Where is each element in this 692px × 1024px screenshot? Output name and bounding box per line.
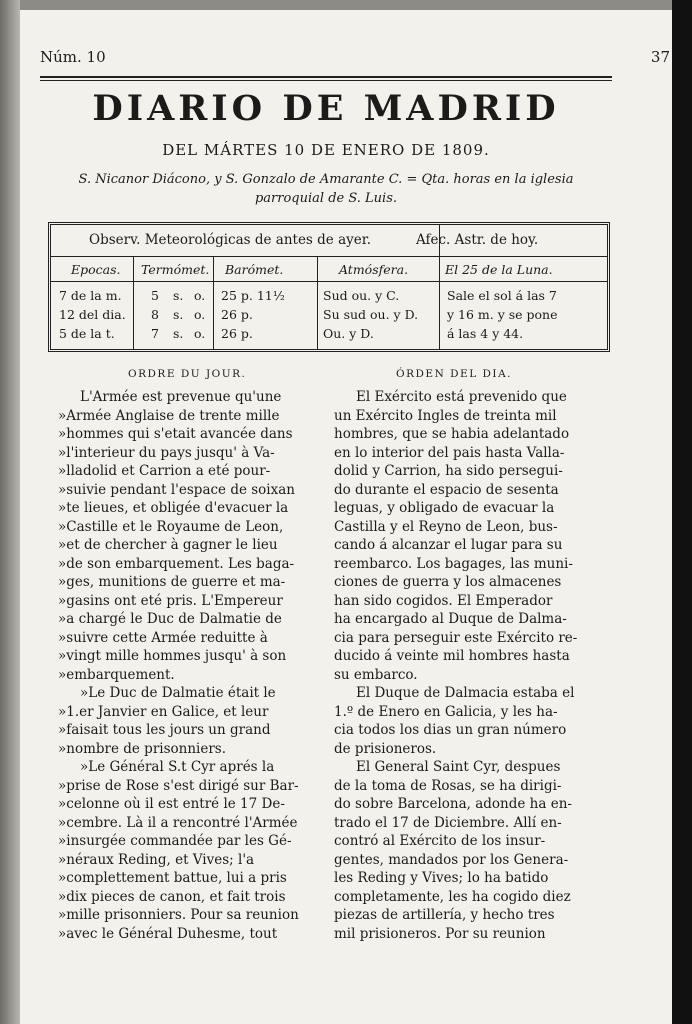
text-line: »insurgée commandée par les Gé- <box>58 833 292 849</box>
text-line: ducido á veinte mil hombres hasta <box>334 648 570 664</box>
text-line: »avec le Général Duhesme, tout <box>58 925 278 942</box>
text-line: de la toma de Rosas, se ha dirigi- <box>334 777 562 794</box>
text-line: »néraux Reding, et Vives; l'a <box>58 851 255 868</box>
table-cell: Su sud ou. y D. <box>323 307 419 322</box>
header-rule-thin <box>40 80 612 81</box>
column-divider <box>133 256 134 349</box>
luna-column <box>447 286 558 343</box>
text-line: trado el 17 de Diciembre. Allí en- <box>334 814 562 831</box>
text-line: L'Armée est prevenue qu'une <box>80 389 282 405</box>
book-spine-shadow <box>0 0 20 1024</box>
text-line: »te lieues, et obligée d'evacuer la <box>58 500 289 516</box>
col-header-atmosfera: Atmósfera. <box>339 262 409 277</box>
text-line: »suivre cette Armée reduitte à <box>58 629 268 646</box>
weather-heading-astronomy: Afec. Astr. de hoy. <box>416 232 539 248</box>
term-o-column <box>194 286 205 343</box>
table-cell: 7 de la m. <box>59 288 122 303</box>
left-column-heading: ORDRE DU JOUR. <box>128 368 247 380</box>
date-line: DEL MÁRTES 10 DE ENERO DE 1809. <box>162 141 490 159</box>
text-line: »faisait tous les jours un grand <box>58 722 271 738</box>
table-cell: 8 <box>151 307 159 322</box>
term-s-column <box>173 286 183 343</box>
table-cell: Sale el sol á las 7 <box>447 288 557 303</box>
text-line: reembarco. Los bagages, las muni- <box>334 555 573 572</box>
text-line: cando á alcanzar el lugar para su <box>334 537 563 553</box>
text-line: han sido cogidos. El Emperador <box>334 592 553 609</box>
text-line: »cembre. Là il a rencontré l'Armée <box>58 814 298 831</box>
text-line: El Duque de Dalmacia estaba el <box>356 685 575 701</box>
table-cell: 7 <box>151 326 159 341</box>
page-number: 37 <box>650 48 670 66</box>
col-header-barometro: Barómet. <box>225 262 284 277</box>
text-line: piezas de artillería, y hecho tres <box>334 907 555 923</box>
text-line: do durante el espacio de sesenta <box>334 481 559 498</box>
text-line: les Reding y Vives; lo ha batido <box>334 870 549 886</box>
col-header-epocas: Epocas. <box>71 262 121 277</box>
text-line: »Armée Anglaise de trente mille <box>58 407 280 424</box>
col-header-luna: El 25 de la Luna. <box>445 262 553 277</box>
text-line: »vingt mille hommes jusqu' à son <box>58 648 287 664</box>
table-cell: 26 p. <box>221 326 253 341</box>
col-header-termometro: Termómet. <box>141 262 210 277</box>
text-line: »embarquement. <box>58 666 175 683</box>
weather-heading-observations: Observ. Meteorológicas de antes de ayer. <box>89 232 372 248</box>
text-line: leguas, y obligado de evacuar la <box>334 500 555 516</box>
table-divider <box>51 281 607 282</box>
spanish-text-column <box>334 388 592 943</box>
table-cell: á las 4 y 44. <box>447 326 524 341</box>
table-cell: o. <box>194 288 206 303</box>
table-cell: s. <box>173 326 184 341</box>
text-line: ha encargado al Duque de Dalma- <box>334 611 567 627</box>
table-cell: Sud ou. y C. <box>323 288 400 303</box>
table-cell: 12 del dia. <box>59 307 126 322</box>
text-line: »nombre de prisonniers. <box>58 740 227 757</box>
weather-table <box>48 222 610 352</box>
saints-line-2: parroquial de S. Luis. <box>254 191 398 206</box>
text-line: »mille prisonniers. Pour sa reunion <box>58 907 299 923</box>
text-line: »complettement battue, lui a pris <box>58 870 287 886</box>
table-cell: o. <box>194 307 206 322</box>
text-line: El Exército está prevenido que <box>356 389 567 405</box>
term-value-column <box>151 286 159 343</box>
text-line: »Castille et le Royaume de Leon, <box>58 518 284 535</box>
text-line: cia para perseguir este Exército re- <box>334 629 578 646</box>
text-line: completamente, les ha cogido diez <box>334 888 571 905</box>
text-line: El General Saint Cyr, despues <box>356 759 561 775</box>
table-cell: Ou. y D. <box>323 326 374 341</box>
masthead-title: DIARIO DE MADRID <box>92 88 560 129</box>
text-line: »de son embarquement. Les baga- <box>58 555 295 572</box>
issue-number: Núm. 10 <box>40 48 106 66</box>
text-line: »1.er Janvier en Galice, et leur <box>58 703 269 720</box>
table-cell: y 16 m. y se pone <box>447 307 558 322</box>
table-cell: s. <box>173 307 184 322</box>
text-line: do sobre Barcelona, adonde ha en- <box>334 796 572 812</box>
text-line: »a chargé le Duc de Dalmatie de <box>58 611 282 627</box>
text-line: su embarco. <box>334 666 418 683</box>
text-line: cia todos los dias un gran número <box>334 722 567 738</box>
text-line: »gasins ont eté pris. L'Empereur <box>58 592 283 609</box>
text-line: »dix pieces de canon, et fait trois <box>58 888 286 905</box>
header-rule <box>40 76 612 78</box>
table-cell: 5 <box>151 288 159 303</box>
text-line: en lo interior del pais hasta Valla- <box>334 444 565 461</box>
text-line: »l'interieur du pays jusqu' à Va- <box>58 444 275 461</box>
saints-line-1: S. Nicanor Diácono, y S. Gonzalo de Amarante C. = Qta. horas en la iglesia <box>78 172 574 187</box>
column-divider <box>213 256 214 349</box>
text-line: 1.º de Enero en Galicia, y les ha- <box>334 703 558 720</box>
text-line: Castilla y el Reyno de Leon, bus- <box>334 518 558 535</box>
text-line: »Le Général S.t Cyr aprés la <box>80 759 275 775</box>
right-column-heading: ÓRDEN DEL DIA. <box>396 368 513 380</box>
epocas-column <box>59 286 126 343</box>
table-cell: s. <box>173 288 184 303</box>
text-line: mil prisioneros. Por su reunion <box>334 925 546 942</box>
table-cell: 26 p. <box>221 307 253 322</box>
table-cell: o. <box>194 326 206 341</box>
text-line: ciones de guerra y los almacenes <box>334 574 562 590</box>
column-divider <box>317 256 318 349</box>
text-line: »celonne où il est entré le 17 De- <box>58 796 285 812</box>
text-line: »lladolid et Carrion a eté pour- <box>58 463 271 479</box>
table-cell: 25 p. 11½ <box>221 288 285 303</box>
french-text-column <box>58 388 320 943</box>
barometro-column <box>221 286 285 343</box>
text-line: »hommes qui s'etait avancée dans <box>58 426 293 442</box>
text-line: gentes, mandados por los Genera- <box>334 851 569 868</box>
table-divider <box>51 256 607 257</box>
text-line: »ges, munitions de guerre et ma- <box>58 574 286 590</box>
saints-of-the-day <box>40 170 612 208</box>
atmosfera-column <box>323 286 418 343</box>
page-edge-shadow <box>672 0 692 1024</box>
text-line: hombres, que se habia adelantado <box>334 426 570 442</box>
text-line: »suivie pendant l'espace de soixan <box>58 481 295 498</box>
text-line: de prisioneros. <box>334 740 437 757</box>
text-line: »prise de Rose s'est dirigé sur Bar- <box>58 777 299 794</box>
text-line: »Le Duc de Dalmatie était le <box>80 685 276 701</box>
column-divider <box>439 225 440 349</box>
text-line: dolid y Carrion, ha sido persegui- <box>334 463 563 479</box>
table-cell: 5 de la t. <box>59 326 115 341</box>
text-line: un Exército Ingles de treinta mil <box>334 407 557 424</box>
text-line: contró al Exército de los insur- <box>334 833 546 849</box>
text-line: »et de chercher à gagner le lieu <box>58 537 278 553</box>
